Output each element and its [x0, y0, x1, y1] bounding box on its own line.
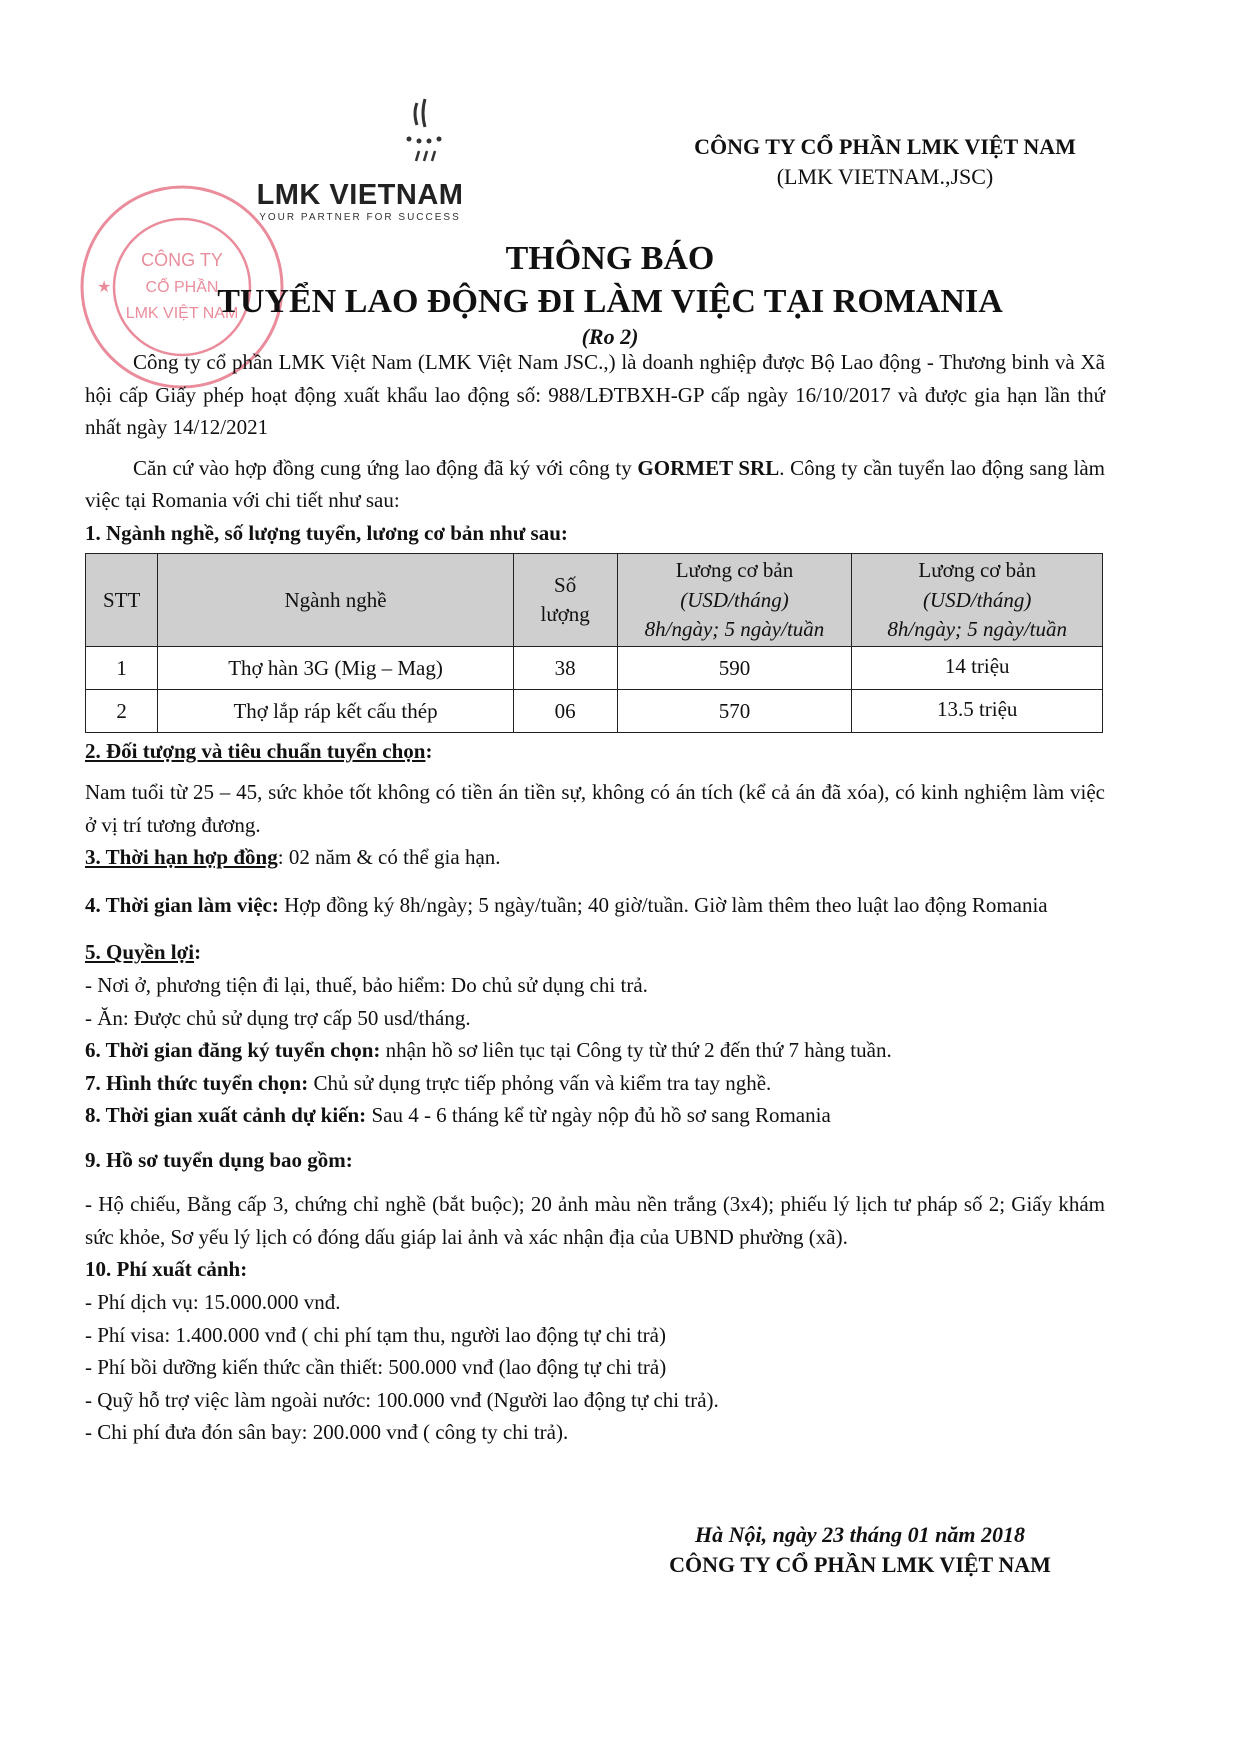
section-10-heading: 10. Phí xuất cảnh: [85, 1257, 248, 1282]
col-qty-l2: lượng [540, 602, 590, 627]
col-salary-usd-l1: Lương cơ bản [675, 558, 794, 583]
company-name: CÔNG TY CỔ PHẦN LMK VIỆT NAM [694, 134, 1076, 159]
section-3-title: 3. Thời hạn hợp đồng [85, 845, 278, 870]
section-5-colon: : [194, 940, 202, 965]
col-stt: STT [86, 554, 158, 647]
section-3-label [85, 845, 278, 869]
section-9-text: - Hộ chiếu, Bằng cấp 3, chứng chỉ nghề (bắt buộc); 20 ảnh màu nền trắng (3x4); phiếu lý lịch tư pháp số 2; Giấy khám sức khỏe, Sơ yếu lý lịch có đóng dấu giáp lai ảnh và xác nhận địa của UBND phường (xã). [85, 1192, 1105, 1249]
list-item: - Nơi ở, phương tiện đi lại, thuế, bảo hiểm: Do chủ sử dụng chi trả. [85, 973, 648, 998]
contract-text: Căn cứ vào hợp đồng cung ứng lao động đã ký với công ty [133, 455, 638, 480]
list-item: - Phí bồi dưỡng kiến thức cần thiết: 500.000 vnđ (lao động tự chi trả) [85, 1355, 667, 1380]
col-qty-l1: Số [554, 572, 577, 597]
section-5-heading [85, 936, 1105, 969]
section-8 [85, 1099, 1105, 1132]
table-row [86, 647, 1103, 690]
col-salary-vnd-l1: Lương cơ bản [918, 558, 1036, 583]
logo-mark-icon [395, 95, 455, 175]
contract-text-end: . Công ty cần tuyển lao động sang làm việc tại Romania với chi tiết như sau: [85, 455, 1105, 513]
section-8-label: 8. Thời gian xuất cảnh dự kiến: [85, 1103, 367, 1128]
signature-block [600, 1520, 1120, 1579]
col-salary-usd [617, 554, 852, 647]
section-4-label: 4. Thời gian làm việc: [85, 892, 279, 917]
section-6 [85, 1034, 1105, 1067]
company-header [640, 132, 1130, 191]
logo-tagline: YOUR PARTNER FOR SUCCESS [259, 212, 461, 223]
cell-vnd: 13.5 triệu [852, 690, 1103, 733]
cell-job: Thợ hàn 3G (Mig – Mag) [158, 647, 513, 690]
svg-text:★: ★ [97, 279, 112, 296]
col-job: Ngành nghề [158, 554, 513, 647]
col-salary-vnd [852, 554, 1103, 647]
document-body [85, 346, 1105, 1449]
cell-stt: 2 [86, 690, 158, 733]
cell-usd: 590 [617, 647, 852, 690]
section-4 [85, 886, 1105, 925]
section-5-title: 5. Quyền lợi [85, 940, 195, 965]
col-salary-usd-l3: 8h/ngày; 5 ngày/tuần [644, 617, 825, 642]
list-item: - Quỹ hỗ trợ việc làm ngoài nước: 100.000 vnđ (Người lao động tự chi trả). [85, 1387, 719, 1412]
cell-vnd: 14 triệu [852, 647, 1103, 690]
signature-company: CÔNG TY CỔ PHẦN LMK VIỆT NAM [669, 1551, 1051, 1577]
table-header-row [86, 554, 1103, 647]
cell-usd: 570 [617, 690, 852, 733]
col-salary-vnd-l3: 8h/ngày; 5 ngày/tuần [887, 617, 1068, 642]
doc-subtitle: TUYỂN LAO ĐỘNG ĐI LÀM VIỆC TẠI ROMANIA [217, 283, 1003, 320]
svg-text:CÔNG TY: CÔNG TY [141, 250, 223, 270]
section-6-text: nhận hồ sơ liên tục tại Công ty từ thứ 2 đến thứ 7 hàng tuần. [380, 1038, 892, 1063]
col-salary-usd-l2: (USD/tháng) [680, 587, 789, 612]
section-2-text: Nam tuổi từ 25 – 45, sức khỏe tốt không có tiền án tiền sự, không có án tích (kể cả án đã xóa), có kinh nghiệm làm việc ở vị trí tương đương. [85, 780, 1105, 837]
recruitment-table [85, 553, 1103, 733]
section-6-label: 6. Thời gian đăng ký tuyển chọn: [85, 1038, 381, 1063]
list-item: - Ăn: Được chủ sử dụng trợ cấp 50 usd/tháng. [85, 1005, 471, 1030]
company-short-name: (LMK VIETNAM.,JSC) [776, 163, 994, 189]
section-7-label: 7. Hình thức tuyển chọn: [85, 1070, 309, 1095]
col-qty [513, 554, 617, 647]
list-item: - Phí visa: 1.400.000 vnđ ( chi phí tạm thu, người lao động tự chi trả) [85, 1322, 666, 1347]
section-2-colon: : [425, 739, 433, 764]
intro-paragraph: Công ty cổ phần LMK Việt Nam (LMK Việt Nam JSC.,) là doanh nghiệp được Bộ Lao động - Thương binh và Xã hội cấp Giấy phép hoạt động xuất khẩu lao động số: 988/LĐTBXH-GP cấp ngày 16/10/2017 và được gia hạn lần thứ nhất ngày 14/12/2021 [85, 350, 1105, 440]
cell-job: Thợ lắp ráp kết cấu thép [158, 690, 513, 733]
section-9-heading: 9. Hồ sơ tuyển dụng bao gồm: [85, 1147, 353, 1172]
doc-title: THÔNG BÁO [505, 240, 715, 277]
logo-name: LMK VIETNAM [256, 179, 464, 211]
doc-code: (Ro 2) [581, 324, 639, 349]
cell-stt: 1 [86, 647, 158, 690]
section-4-text: Hợp đồng ký 8h/ngày; 5 ngày/tuần; 40 giờ/tuần. Giờ làm thêm theo luật lao động Romania [278, 892, 1048, 917]
svg-text:LMK VIỆT NAM: LMK VIỆT NAM [125, 305, 239, 322]
col-salary-vnd-l2: (USD/tháng) [922, 587, 1032, 612]
svg-text:CỔ PHẦN: CỔ PHẦN [145, 279, 219, 296]
cell-qty: 06 [513, 690, 617, 733]
section-3 [85, 841, 1105, 874]
signature-date: Hà Nội, ngày 23 tháng 01 năm 2018 [694, 1522, 1026, 1547]
section-2-heading [85, 735, 1105, 768]
section-3-text: : 02 năm & có thể gia hạn. [277, 845, 501, 870]
contract-paragraph [85, 452, 1105, 517]
list-item: - Phí dịch vụ: 15.000.000 vnđ. [85, 1289, 341, 1314]
partner-company: GORMET SRL [637, 455, 780, 480]
list-item: - Chi phí đưa đón sân bay: 200.000 vnđ ( công ty chi trả). [85, 1420, 569, 1445]
section-1-heading: 1. Ngành nghề, số lượng tuyển, lương cơ bản như sau: [85, 520, 568, 545]
table-row [86, 690, 1103, 733]
section-8-text: Sau 4 - 6 tháng kể từ ngày nộp đủ hồ sơ sang Romania [366, 1103, 831, 1128]
section-2-title: 2. Đối tượng và tiêu chuẩn tuyển chọn [85, 739, 426, 764]
section-7 [85, 1067, 1105, 1100]
cell-qty: 38 [513, 647, 617, 690]
section-7-text: Chủ sử dụng trực tiếp phỏng vấn và kiểm tra tay nghề. [308, 1070, 772, 1095]
